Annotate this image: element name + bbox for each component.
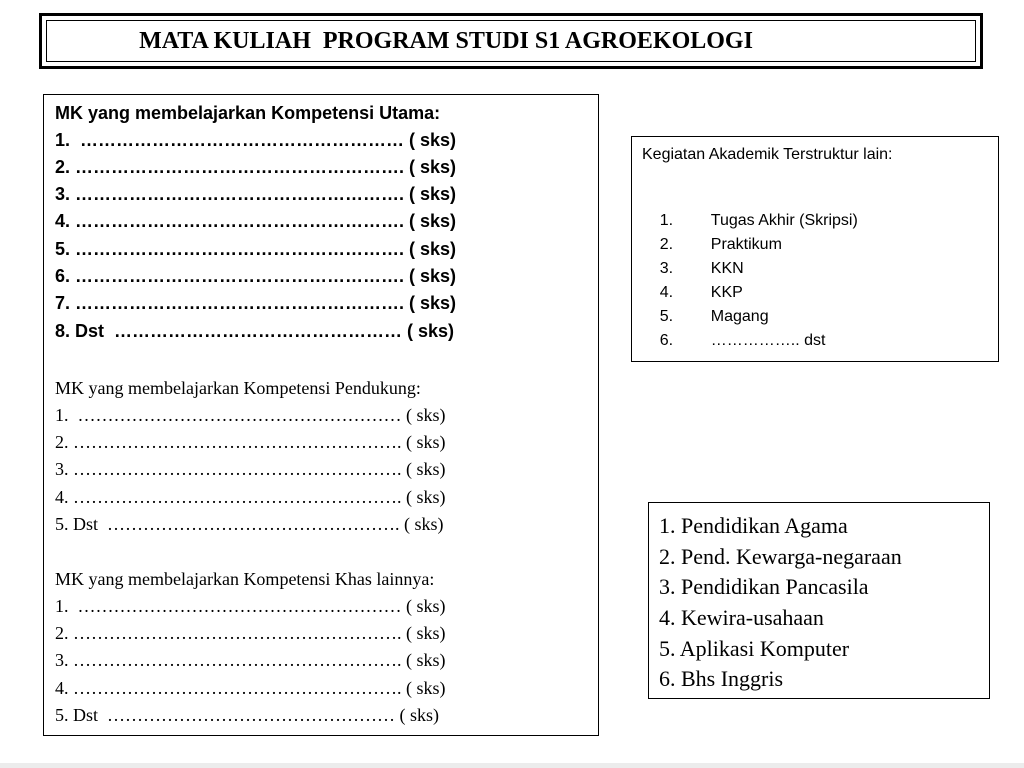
mku-item: 6. Bhs Inggris [659,666,784,691]
utama-item: 8. Dst ………………………………………… ( sks) [55,321,455,341]
kompetensi-pendukung-heading: MK yang membelajarkan Kompetensi Pendukung: [55,378,421,398]
kegiatan-item-number: 4. [659,284,674,301]
khas-item: 4. ………………………………………………. ( sks) [55,678,446,698]
khas-item: 2. ………………………………………………. ( sks) [55,623,446,643]
kegiatan-item-label: Praktikum [710,236,782,253]
bottom-divider [0,763,1024,768]
kegiatan-heading: Kegiatan Akademik Terstruktur lain: [642,146,893,163]
kegiatan-item-number: 3. [659,260,674,277]
mku-item: 4. Kewira-usahaan [659,605,824,630]
kegiatan-item-number: 1. [659,212,674,229]
utama-item: 6. ………………………………………………. ( sks) [55,266,457,286]
kegiatan-akademik-box [631,136,999,362]
kegiatan-item-label: Tugas Akhir (Skripsi) [710,212,858,229]
mku-item: 5. Aplikasi Komputer [659,636,850,661]
kegiatan-item-number: 6. [659,332,674,349]
kompetensi-khas-heading: MK yang membelajarkan Kompetensi Khas lainnya: [55,569,435,589]
kegiatan-item-number: 5. [659,308,674,325]
title-banner [39,13,983,69]
utama-item: 2. ………………………………………………. ( sks) [55,157,457,177]
kegiatan-item [642,311,825,371]
course-list-box [43,94,599,736]
utama-item: 7. ………………………………………………. ( sks) [55,293,457,313]
mku-item: 2. Pend. Kewarga-negaraan [659,544,902,569]
khas-item: 1. ……………………………………………… ( sks) [55,596,446,616]
kegiatan-item-label: …………….. dst [710,332,826,349]
utama-item: 1. ……………………………………………… ( sks) [55,130,457,150]
utama-item: 3. ………………………………………………. ( sks) [55,184,457,204]
page-title: MATA KULIAH PROGRAM STUDI S1 AGROEKOLOGI [139,27,753,54]
pendukung-item: 1. ……………………………………………… ( sks) [55,405,446,425]
kegiatan-item-number: 2. [659,236,674,253]
kompetensi-utama-heading: MK yang membelajarkan Kompetensi Utama: [55,103,441,123]
pendukung-item: 5. Dst …………………………………………. ( sks) [55,514,444,534]
pendukung-item: 2. ………………………………………………. ( sks) [55,432,446,452]
kegiatan-item-label: KKP [710,284,743,301]
utama-item: 4. ………………………………………………. ( sks) [55,211,457,231]
pendukung-item: 3. ………………………………………………. ( sks) [55,459,446,479]
khas-item: 3. ………………………………………………. ( sks) [55,650,446,670]
khas-item: 5. Dst ………………………………………… ( sks) [55,705,440,725]
mku-item: 3. Pendidikan Pancasila [659,574,869,599]
kegiatan-item-label: Magang [710,308,769,325]
mku-item: 1. Pendidikan Agama [659,513,848,538]
kegiatan-item-label: KKN [710,260,744,277]
title-inner-frame [46,20,976,62]
mku-box [648,502,990,699]
pendukung-item: 4. ………………………………………………. ( sks) [55,487,446,507]
utama-item: 5. ………………………………………………. ( sks) [55,239,457,259]
